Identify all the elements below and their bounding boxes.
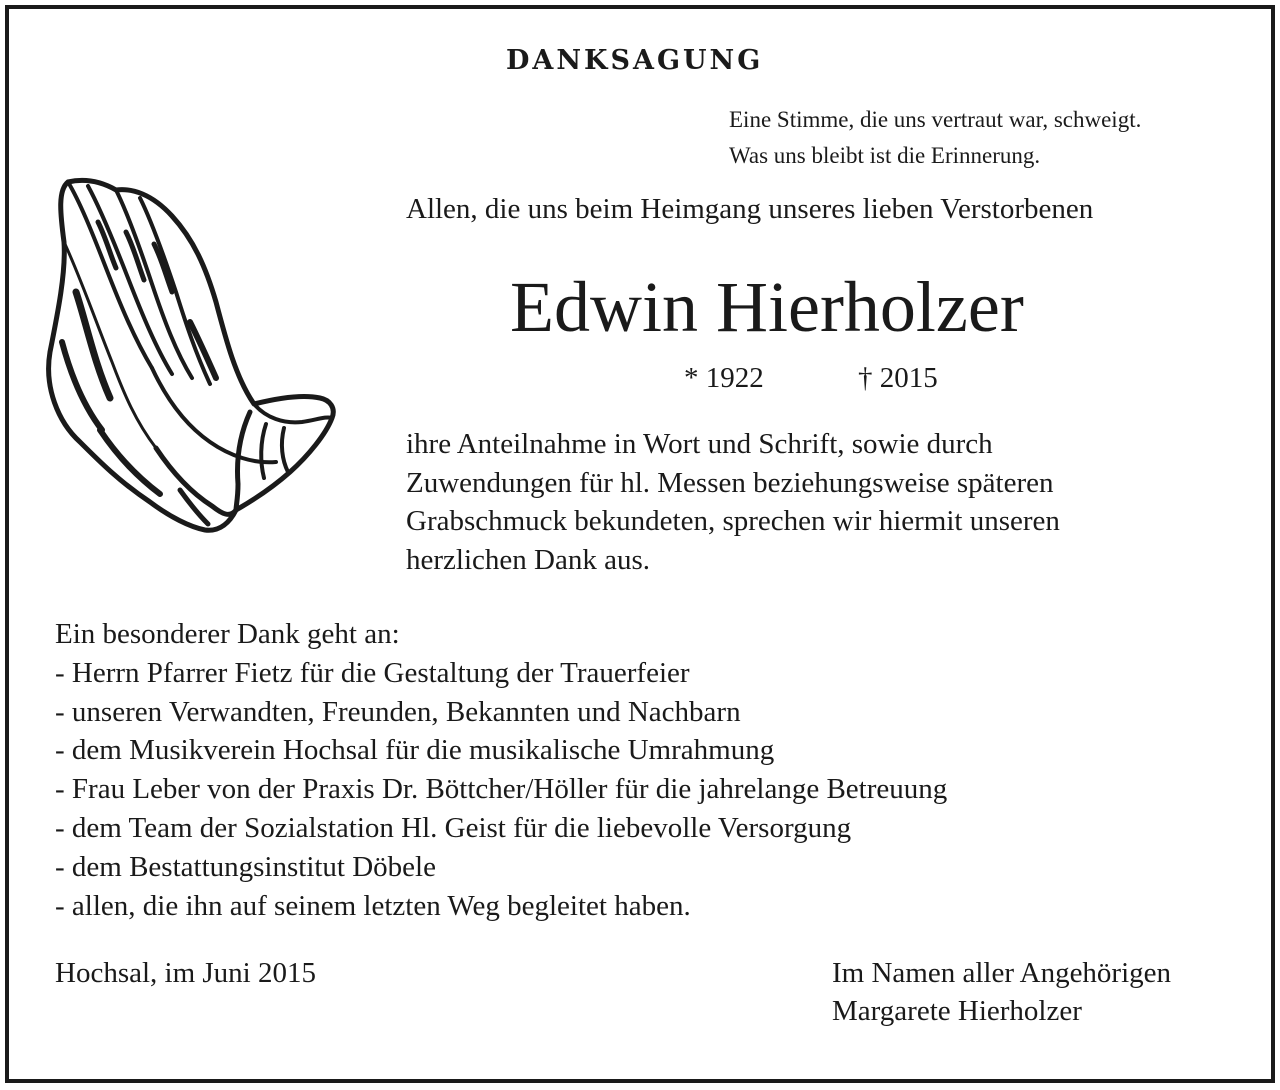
list-item: - unseren Verwandten, Freunden, Bekannten und Nachbarn: [55, 695, 741, 728]
memorial-quote: [729, 102, 1141, 174]
special-thanks-list: [55, 615, 947, 925]
signature-block: [832, 954, 1171, 1030]
list-item: - dem Musikverein Hochsal für die musikalische Umrahmung: [55, 734, 775, 767]
paragraph-line: ihre Anteilnahme in Wort und Schrift, sowie durch: [406, 428, 993, 460]
list-item: - allen, die ihn auf seinem letzten Weg begleitet haben.: [55, 889, 691, 922]
paragraph-line: herzlichen Dank aus.: [406, 543, 650, 576]
signature-line-1: Im Namen aller Angehörigen: [832, 957, 1172, 989]
special-thanks-title: Ein besonderer Dank geht an:: [55, 618, 400, 650]
thanks-paragraph: [406, 425, 1060, 579]
list-item: - Frau Leber von der Praxis Dr. Böttcher/Höller für die jahrelange Betreuung: [55, 773, 948, 806]
quote-line-2: Was uns bleibt ist die Erinnerung.: [729, 143, 1041, 168]
death-year: † 2015: [858, 362, 938, 394]
place-date: Hochsal, im Juni 2015: [55, 957, 316, 989]
list-item: - dem Team der Sozialstation Hl. Geist für die liebevolle Versorgung: [55, 811, 852, 844]
praying-hands-icon: [40, 172, 340, 540]
list-item: - Herrn Pfarrer Fietz für die Gestaltung der Trauerfeier: [55, 656, 690, 689]
birth-year: * 1922: [684, 362, 764, 394]
notice-heading: DANKSAGUNG: [506, 45, 764, 76]
signature-line-2: Margarete Hierholzer: [832, 995, 1082, 1027]
paragraph-line: Grabschmuck bekundeten, sprechen wir hiermit unseren: [406, 505, 1060, 537]
intro-text: Allen, die uns beim Heimgang unseres lieben Verstorbenen: [406, 193, 1094, 225]
deceased-name: Edwin Hierholzer: [510, 267, 1024, 347]
list-item: - dem Bestattungsinstitut Döbele: [55, 850, 436, 883]
paragraph-line: Zuwendungen für hl. Messen beziehungsweise späteren: [406, 466, 1054, 499]
quote-line-1: Eine Stimme, die uns vertraut war, schweigt.: [729, 107, 1142, 132]
